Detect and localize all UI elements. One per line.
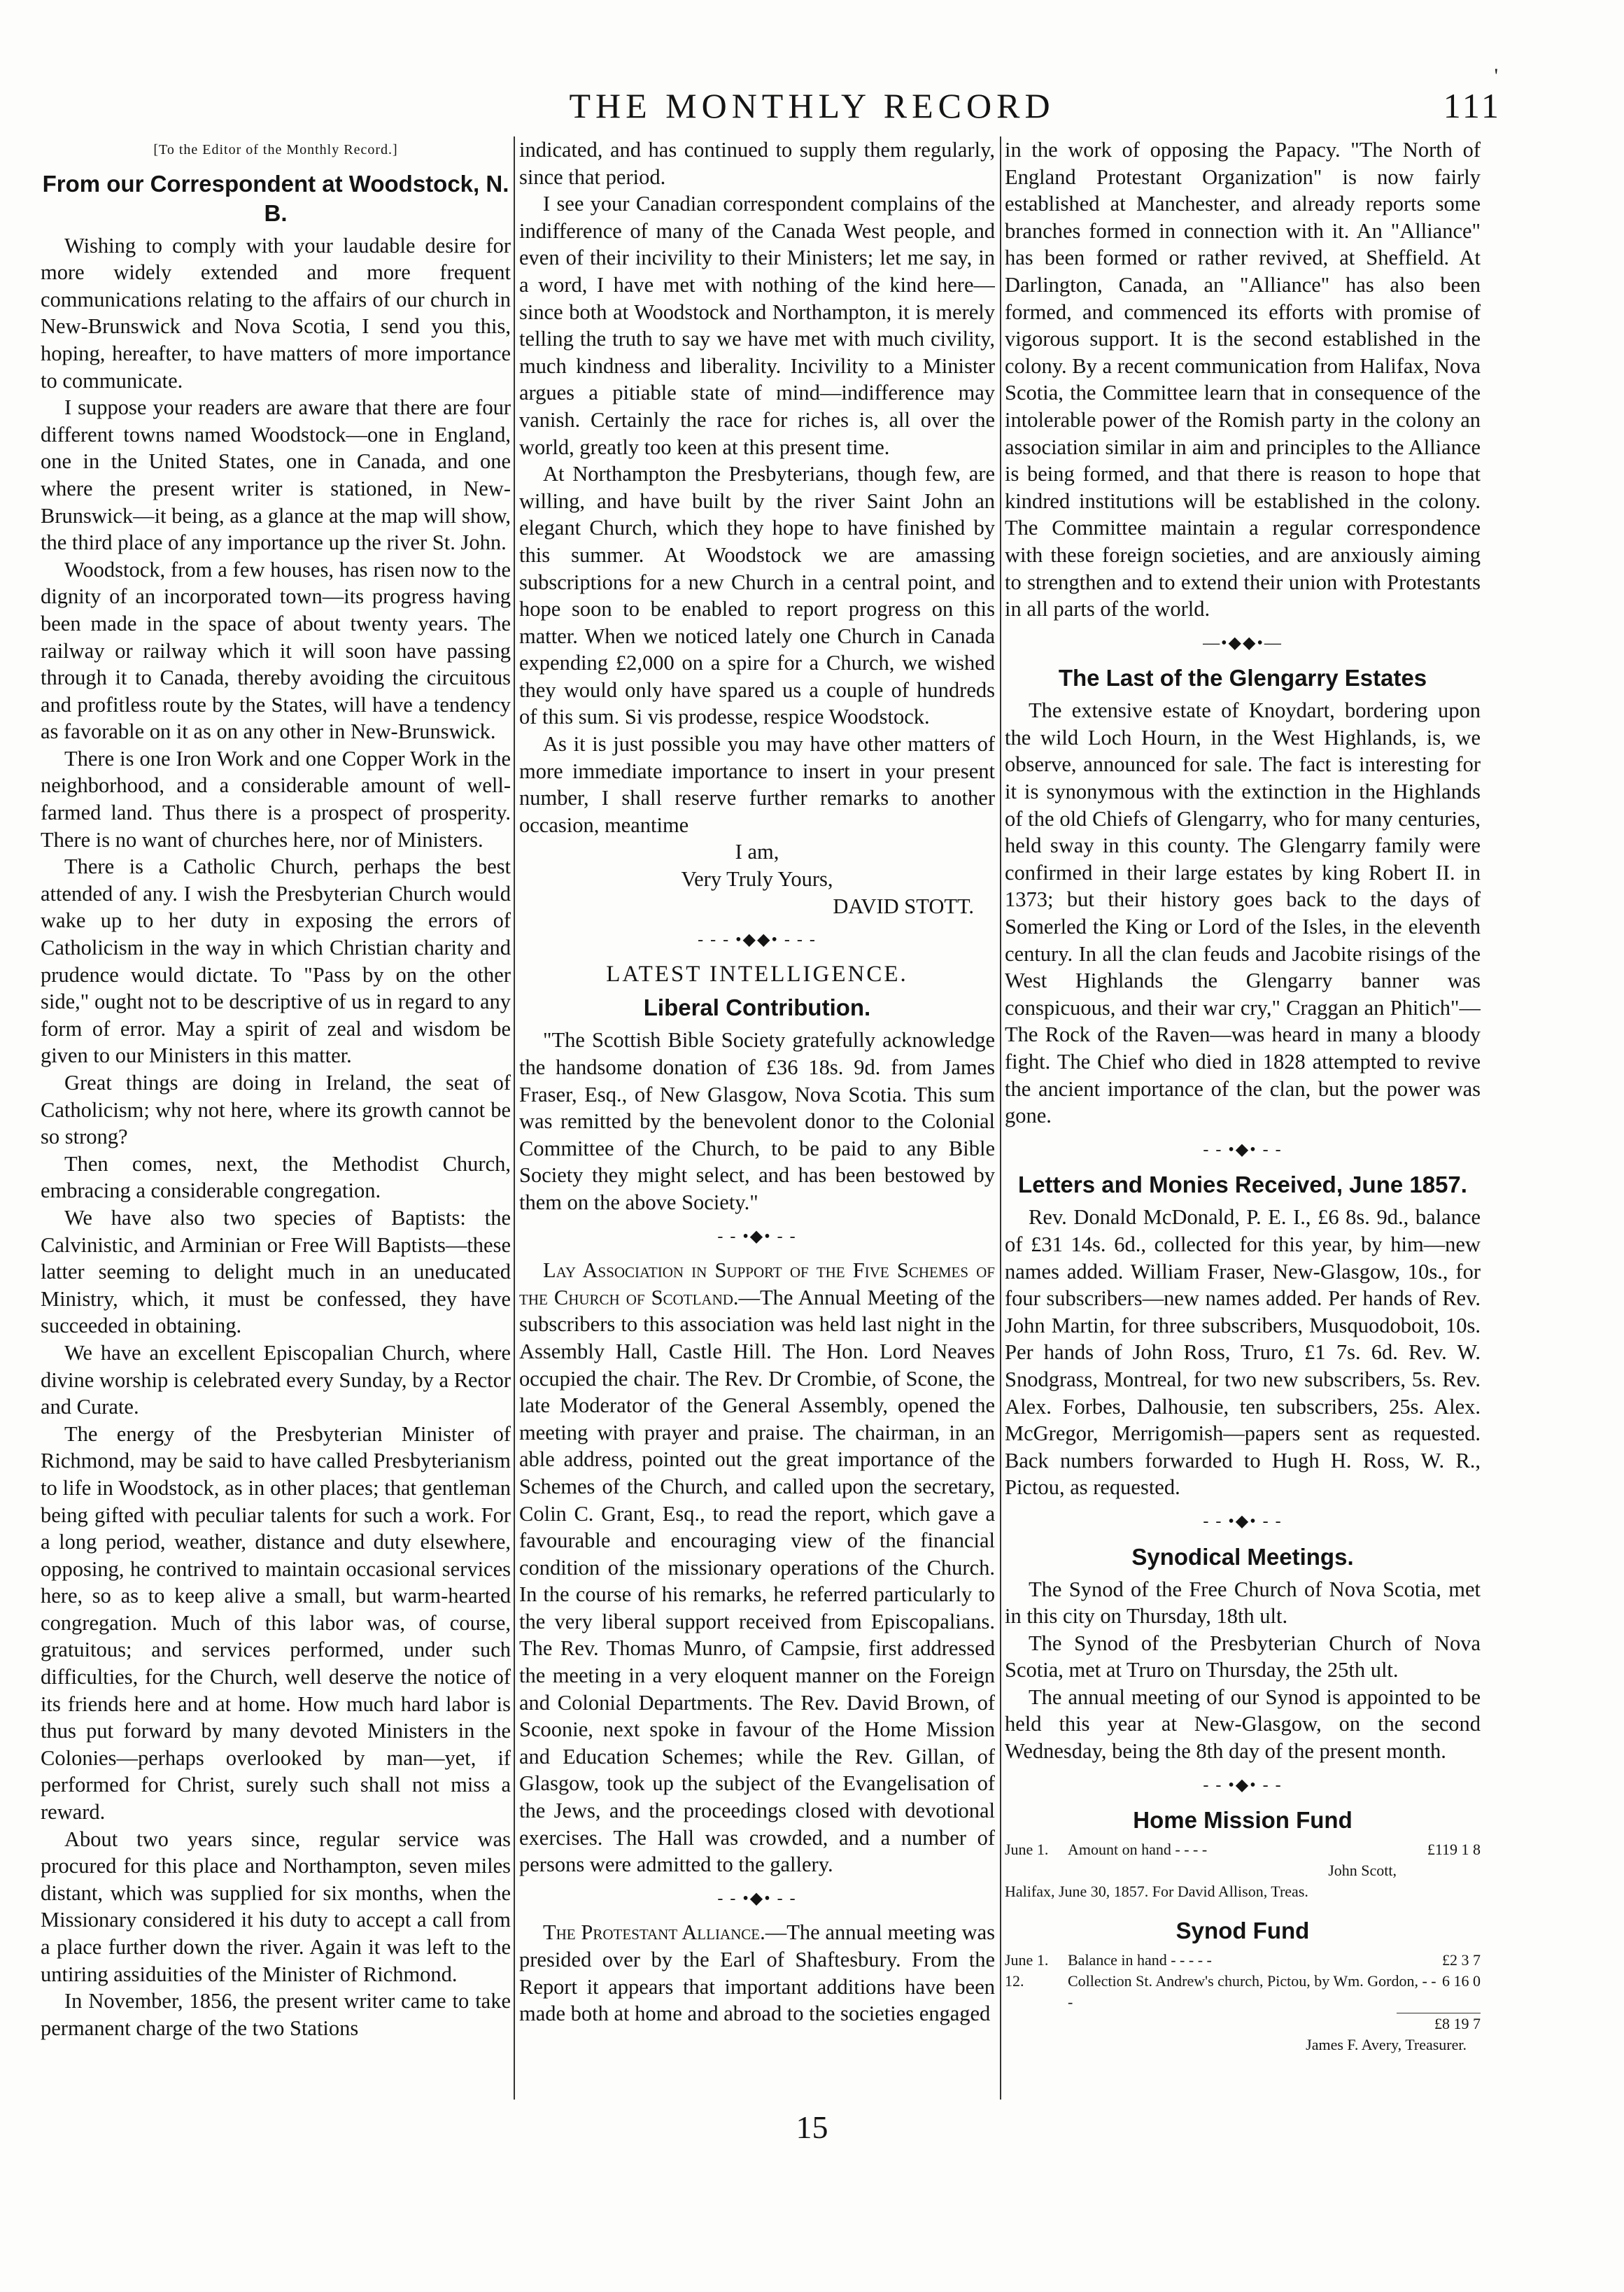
synodical-meetings-title: Synodical Meetings. xyxy=(1131,1543,1354,1570)
correspondent-paragraph: There is one Iron Work and one Copper Work in the neighborhood, and a considerable amount of well-farmed land. Thus there is a prospect of prosperity. There is no want of churches here, nor of Ministers. xyxy=(41,746,511,852)
lay-association-paragraph xyxy=(519,1257,995,1878)
correspondent-paragraph: We have also two species of Baptists: the Calvinistic, and Arminian or Free Will Baptists—these latter seeming to delight much in an uneducated Ministry, which, it must be confessed, they have succeeded in obtaining. xyxy=(41,1205,511,1338)
row-amount: 6 16 0 xyxy=(1442,1972,1481,1990)
correspondent-paragraph: Then comes, next, the Methodist Church, embracing a considerable congregation. xyxy=(41,1151,511,1203)
column-1 xyxy=(41,136,511,2100)
protestant-alliance-text: —The annual meeting was presided over by the Earl of Shaftesbury. From the Report it appears that important additions have been made both at home and abroad to the societies engaged xyxy=(519,1920,995,2026)
letter-continuation xyxy=(519,136,995,838)
home-mission-title: Home Mission Fund xyxy=(1133,1807,1353,1834)
correspondent-paragraph: The energy of the Presbyterian Minister of Richmond, may be said to have called Presbyterianism to life in Woodstock, as in other places; that gentleman being gifted with peculiar talents for such a work. For a long period, weather, distance and duty elsewhere, opposing, he contrived to maintain occasional services here, so as to keep alive a small, but warm-hearted congregation. Much of this labor was, of course, gratuitous; and services performed, under such difficulties, for the Church, well deserve the notice of its friends here and at home. How much hard labor is thus put forward by many devoted Ministers in the Colonies—perhaps overlooked by man—yet, if performed for Christ, surely such shall not miss a reward. xyxy=(41,1421,511,1825)
running-title: THE MONTHLY RECORD xyxy=(569,86,1055,125)
letter-paragraph: I see your Canadian correspondent complains of the indifference of many of the Canada West people, and even of their incivility to their Ministers; let me say, in a word, I have met with nothing of the kind here—since both at Woodstock and Northampton, it is merely telling the truth to say we have met with much civility, much kindness and liberality. Incivility to a Minister argues a pitiable state of mind—indifference may vanish. Certainly the race for riches is, all over the world, greatly too keen at this present time. xyxy=(519,192,995,459)
column-2 xyxy=(519,136,995,2100)
row-date: June 1. xyxy=(1005,1951,1049,1969)
letter-paragraph: As it is just possible you may have other matters of more immediate importance to insert in your present number, I shall reserve further remarks to another occasion, meantime xyxy=(519,732,995,837)
table-row xyxy=(1005,1950,1481,1971)
correspondent-paragraph: We have an excellent Episcopalian Church, where divine worship is celebrated every Sunday, by a Rector and Curate. xyxy=(41,1340,511,1419)
row-amount: £119 1 8 xyxy=(1427,1841,1481,1859)
correspondent-letter xyxy=(41,232,511,2042)
letter-closing: I am, xyxy=(735,840,779,864)
ornament-divider: - - - •◆◆• - - - xyxy=(698,931,817,950)
letters-monies-title: Letters and Monies Received, June 1857. xyxy=(1018,1172,1467,1198)
synod-fund-total: £8 19 7 xyxy=(1397,2013,1481,2034)
lay-association-lead: Lay Association in Support of the Five Schemes of the Church of Scotland. xyxy=(519,1258,995,1309)
ornament-divider-c3-3: - - •◆• - - xyxy=(1203,1512,1283,1531)
page-number: 111 xyxy=(1443,86,1502,125)
letter-paragraph: indicated, and has continued to supply them regularly, since that period. xyxy=(519,138,995,189)
home-mission-dateline: Halifax, June 30, 1857. For David Allison, Treas. xyxy=(1005,1883,1308,1901)
correspondent-paragraph: Woodstock, from a few houses, has risen now to the dignity of an incorporated town—its progress having been made in the space of about twenty years. The railway or railway which it will soon have passing through it to Canada, thereby avoiding the circuitous and profitless route by the States, will have a tendency as favorable on it as on any other in New-Brunswick. xyxy=(41,557,511,744)
alliance-continuation: in the work of opposing the Papacy. "The North of England Protestant Organization" is now fairly established at Manchester, and already reports some branches formed in connection with it. An "Alliance" has been formed or rather revived, at Sheffield. At Darlington, Canada, an "Alliance" has also been formed, and commenced its efforts with promise of vigorous support. It is the second established in the colony. By a recent communication from Halifax, Nova Scotia, the Committee learn that in consequence of the intolerable power of the Romish party in the colony an association similar in aim and principles to the Alliance is being formed, and that there is reason to hope that kindred institutions will be established in the colony. The Committee maintain a regular correspondence with these foreign societies, and are anxiously aiming to strengthen and to extend their union with Protestants in all parts of the world. xyxy=(1005,138,1481,621)
letter-signature: DAVID STOTT. xyxy=(833,894,974,918)
column-3 xyxy=(1005,136,1481,2100)
ornament-divider-c3-2: - - •◆• - - xyxy=(1203,1140,1283,1159)
table-row xyxy=(1005,1839,1481,1860)
correspondent-paragraph: About two years since, regular service was procured for this place and Northampton, seven miles distant, which was supplied for six months, when the Missionary considered it his duty to accept a call from a place further down the river. Again it was left to the untiring assiduities of the Minister of Richmond. xyxy=(41,1827,511,1986)
column-rule-1 xyxy=(514,136,515,2100)
row-desc: Amount on hand - - - - xyxy=(1068,1841,1208,1859)
protestant-alliance-paragraph xyxy=(519,1919,995,2027)
latest-intelligence-heading: LATEST INTELLIGENCE. xyxy=(606,961,908,987)
glengarry-title: The Last of the Glengarry Estates xyxy=(1058,665,1427,691)
liberal-contribution-title: Liberal Contribution. xyxy=(643,994,871,1021)
row-date: June 1. xyxy=(1005,1841,1049,1859)
correspondent-paragraph: In November, 1856, the present writer came to take permanent charge of the two Stations xyxy=(41,1989,511,2040)
synod-fund-table xyxy=(1005,1950,1481,2013)
correspondent-paragraph: I suppose your readers are aware that there are four different towns named Woodstock—one in England, one in the United States, one in Canada, and one where the present writer is stationed, in New-Brunswick—it being, as a glance at the map will show, the third place of any importance up the river St. John. xyxy=(41,395,511,555)
table-row xyxy=(1005,1971,1481,2013)
synodical-meetings-text xyxy=(1005,1576,1481,1765)
lay-association-text: —The Annual Meeting of the subscribers to this association was held last night in the Assembly Hall, Castle Hill. The Hon. Lord Neaves occupied the chair. The Rev. Dr Crombie, of Scone, the late Moderator of the General Assembly, opened the meeting with prayer and praise. The chairman, in an able address, pointed out the great importance of the Schemes of the Church, and called upon the secretary, Colin C. Grant, Esq., to read the report, which gave a favourable and encouraging view of the financial condition of the missionary operations of the Church. In the course of his remarks, he referred particularly to the very liberal support received from Episcopalians. The Rev. Thomas Munro, of Campsie, first addressed the meeting in a very eloquent manner on the Foreign and Colonial Departments. The Rev. David Brown, of Scoonie, next spoke in favour of the Home Mission and Education Schemes; while the Rev. Gillan, of Glasgow, took up the subject of the Evangelisation of the Jews, and the proceedings closed with devotional exercises. The Hall was crowded, and a number of persons were admitted to the gallery. xyxy=(519,1285,995,1877)
protestant-alliance-lead: The Protestant Alliance. xyxy=(543,1920,765,1945)
synod-meeting-paragraph: The Synod of the Presbyterian Church of Nova Scotia, met at Truro on Thursday, the 25th ult. xyxy=(1005,1631,1481,1682)
letter-paragraph: At Northampton the Presbyterians, though few, are willing, and have built by the river Saint John an elegant Church, which they hope to have finished by this summer. At Woodstock we are amassing subscriptions for a new Church in a central point, and hope soon to be enabled to report progress on this matter. When we noticed lately one Church in Canada expending £2,000 on a spire for a Church, we wished they would only have spared us a couple of hundreds of this sum. Si vis prodesse, respice Woodstock. xyxy=(519,462,995,729)
letter-closing-2: Very Truly Yours, xyxy=(681,867,833,892)
synod-meeting-paragraph: The annual meeting of our Synod is appointed to be held this year at New-Glasgow, on the second Wednesday, being the 8th day of the present month. xyxy=(1005,1685,1481,1764)
correspondent-paragraph: Great things are doing in Ireland, the seat of Catholicism; why not here, where its growth cannot be so strong? xyxy=(41,1071,511,1149)
row-amount: £2 3 7 xyxy=(1442,1951,1481,1969)
ornament-divider-2: - - •◆• - - xyxy=(717,1227,797,1246)
home-mission-table xyxy=(1005,1839,1481,1860)
ornament-divider-3: - - •◆• - - xyxy=(717,1889,797,1908)
glengarry-text: The extensive estate of Knoydart, bordering upon the wild Loch Hourn, in the West Highlands, is, we observe, announced for sale. The fact is interesting for it is synonymous with the extinction in the Highlands of the old Chiefs of Glengarry, who for many centuries, held sway in this county. The Glengarry family were confirmed in their large estates by king Robert II. in 1373; but their history goes back to the days of Somerled the King or Lord of the Isles, in the eleventh century. In all the clan feuds and Jacobite risings of the West Highlands the Glengarry banner was conspicuous, and their war cry," Craggan an Phitich"—The Rock of the Raven—was heard in many a bloody fight. The Chief who died in 1828 attempted to revive the ancient importance of the clan, but the power was gone. xyxy=(1005,698,1481,1128)
correspondent-paragraph: Wishing to comply with your laudable desire for more widely extended and more frequent communications relating to the affairs of our church in New-Brunswick and Nova Scotia, I send you this, hoping, hereafter, to have matters of more importance to communicate. xyxy=(41,233,511,393)
corner-mark: ' xyxy=(1494,64,1498,87)
home-mission-signer: John Scott, xyxy=(1328,1862,1397,1880)
synod-meeting-paragraph: The Synod of the Free Church of Nova Scotia, met in this city on Thursday, 18th ult. xyxy=(1005,1577,1481,1629)
synod-fund-title: Synod Fund xyxy=(1175,1918,1310,1944)
row-desc: Balance in hand - - - - - xyxy=(1068,1951,1212,1969)
liberal-contribution-text: "The Scottish Bible Society gratefully acknowledge the handsome donation of £36 18s. 9d. from James Fraser, Esq., of New Glasgow, Nova Scotia. This sum was remitted by the benevolent donor to the Colonial Committee of the Church, to be paid to any Bible Society they might select, and has been bestowed by them on the above Society." xyxy=(519,1028,995,1214)
letters-monies-text: Rev. Donald McDonald, P. E. I., £6 8s. 9d., balance of £31 14s. 6d., collected for this year, by him—new names added. William Fraser, New-Glasgow, 10s., for four subscribers—new names added. Per hands of Rev. John Martin, for three subscribers, Musquodoboit, 10s. Per hands of John Ross, Truro, £1 7s. 6d. Rev. W. Snodgrass, Montreal, for two new subscribers, 5s. Rev. Alex. Forbes, Dalhousie, ten subscribers, 25s. Alex. McGregor, Merrigomish—papers sent as requested. Back numbers forwarded to Hugh H. Ross, W. R., Pictou, as requested. xyxy=(1005,1205,1481,1500)
correspondent-title: From our Correspondent at Woodstock, N. B. xyxy=(42,170,509,226)
ornament-divider-c3-1: —•◆◆•— xyxy=(1203,633,1283,652)
correspondent-paragraph: There is a Catholic Church, perhaps the best attended of any. I wish the Presbyterian Church would wake up to her duty in exposing the errors of Catholicism in the way in which Christian charity and prudence would dictate. To "Pass by on the other side," ought not to be descriptive of us in regard to any form of error. May a spirit of zeal and wisdom be given to our Ministers in this matter. xyxy=(41,855,511,1068)
ornament-divider-c3-4: - - •◆• - - xyxy=(1203,1776,1283,1794)
synod-fund-treasurer: James F. Avery, Treasurer. xyxy=(1306,2036,1467,2054)
column-rule-2 xyxy=(1000,136,1001,2100)
signature-number: 15 xyxy=(796,2109,828,2145)
row-desc: Collection St. Andrew's church, Pictou, by Wm. Gordon, - - - xyxy=(1068,1972,1436,2011)
editor-note: [To the Editor of the Monthly Record.] xyxy=(153,142,398,157)
row-date: 12. xyxy=(1005,1972,1024,1990)
